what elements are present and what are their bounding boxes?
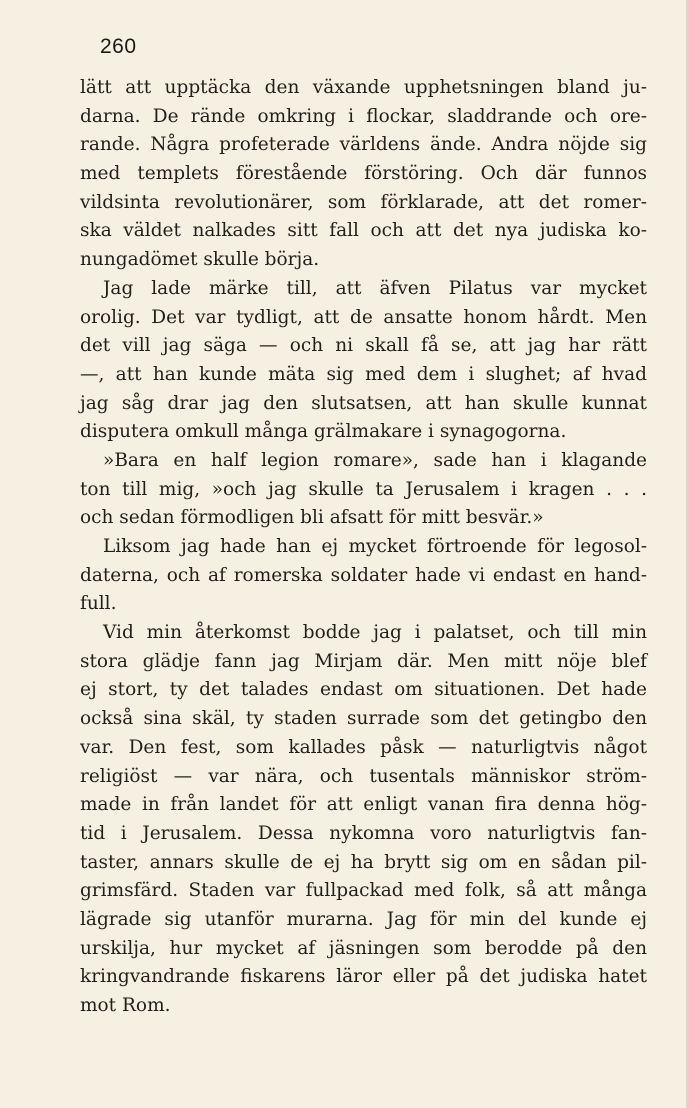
- text-line: urskilja, hur mycket af jäsningen som berodde på den: [80, 937, 647, 959]
- text-line: jag såg drar jag den slutsatsen, att han skulle kunnat: [80, 392, 647, 414]
- text-line: lägrade sig utanför murarna. Jag för min del kunde ej: [80, 908, 647, 930]
- text-line: disputera omkull många grälmakare i synagogorna.: [80, 421, 567, 443]
- text-line: religiöst — var nära, och tusentals människor ström-: [80, 765, 647, 787]
- text-line: darna. De rände omkring i flockar, sladdrande och ore-: [80, 105, 647, 127]
- text-line: Vid min återkomst bodde jag i palatset, och till min: [103, 622, 647, 644]
- text-line: Jag lade märke till, att äfven Pilatus var mycket: [103, 277, 647, 299]
- body-text: [80, 74, 647, 1021]
- text-line: med templets förestående förstöring. Och där funnos: [80, 163, 647, 185]
- text-line: och sedan förmodligen bli afsatt för mitt besvär.»: [80, 507, 544, 529]
- text-line: nungadömet skulle börja.: [80, 249, 320, 271]
- text-line: stora glädje fann jag Mirjam där. Men mitt nöje blef: [80, 650, 647, 672]
- text-line: »Bara en half legion romare», sade han i klagande: [103, 449, 647, 471]
- text-line: rande. Några profeterade världens ände. Andra nöjde sig: [80, 134, 647, 156]
- text-line: var. Den fest, som kallades påsk — naturligtvis något: [80, 736, 647, 758]
- text-line: kringvandrande fiskarens läror eller på det judiska hatet: [80, 966, 647, 988]
- text-line: ska väldet nalkades sitt fall och att det nya judiska ko-: [80, 220, 647, 242]
- text-line: vildsinta revolutionärer, som förklarade, att det romer-: [80, 191, 647, 213]
- text-line: ton till mig, »och jag skulle ta Jerusalem i kragen . . .: [80, 478, 647, 500]
- text-line: mot Rom.: [80, 995, 171, 1016]
- text-line: made in från landet för att enligt vanan fira denna hög-: [80, 794, 647, 816]
- page-number: 260: [100, 35, 137, 58]
- text-line: ej stort, ty det talades endast om situationen. Det hade: [80, 679, 647, 701]
- text-line: taster, annars skulle de ej ha brytt sig om en sådan pil-: [80, 851, 647, 873]
- text-line: full.: [80, 593, 117, 615]
- text-line: —, att han kunde mäta sig med dem i slughet; af hvad: [80, 363, 647, 385]
- text-line: det vill jag säga — och ni skall få se, att jag har rätt: [80, 335, 647, 357]
- text-line: Liksom jag hade han ej mycket förtroende för legosol-: [103, 536, 647, 557]
- text-line: lätt att upptäcka den växande upphetsningen bland ju-: [80, 77, 647, 98]
- text-line: orolig. Det var tydligt, att de ansatte honom hårdt. Men: [80, 306, 647, 328]
- text-line: daterna, och af romerska soldater hade vi endast en hand-: [80, 564, 647, 586]
- text-line: tid i Jerusalem. Dessa nykomna voro naturligtvis fan-: [80, 822, 647, 844]
- text-line: också sina skäl, ty staden surrade som det getingbo den: [80, 708, 647, 730]
- text-line: grimsfärd. Staden var fullpackad med folk, så att många: [80, 880, 647, 902]
